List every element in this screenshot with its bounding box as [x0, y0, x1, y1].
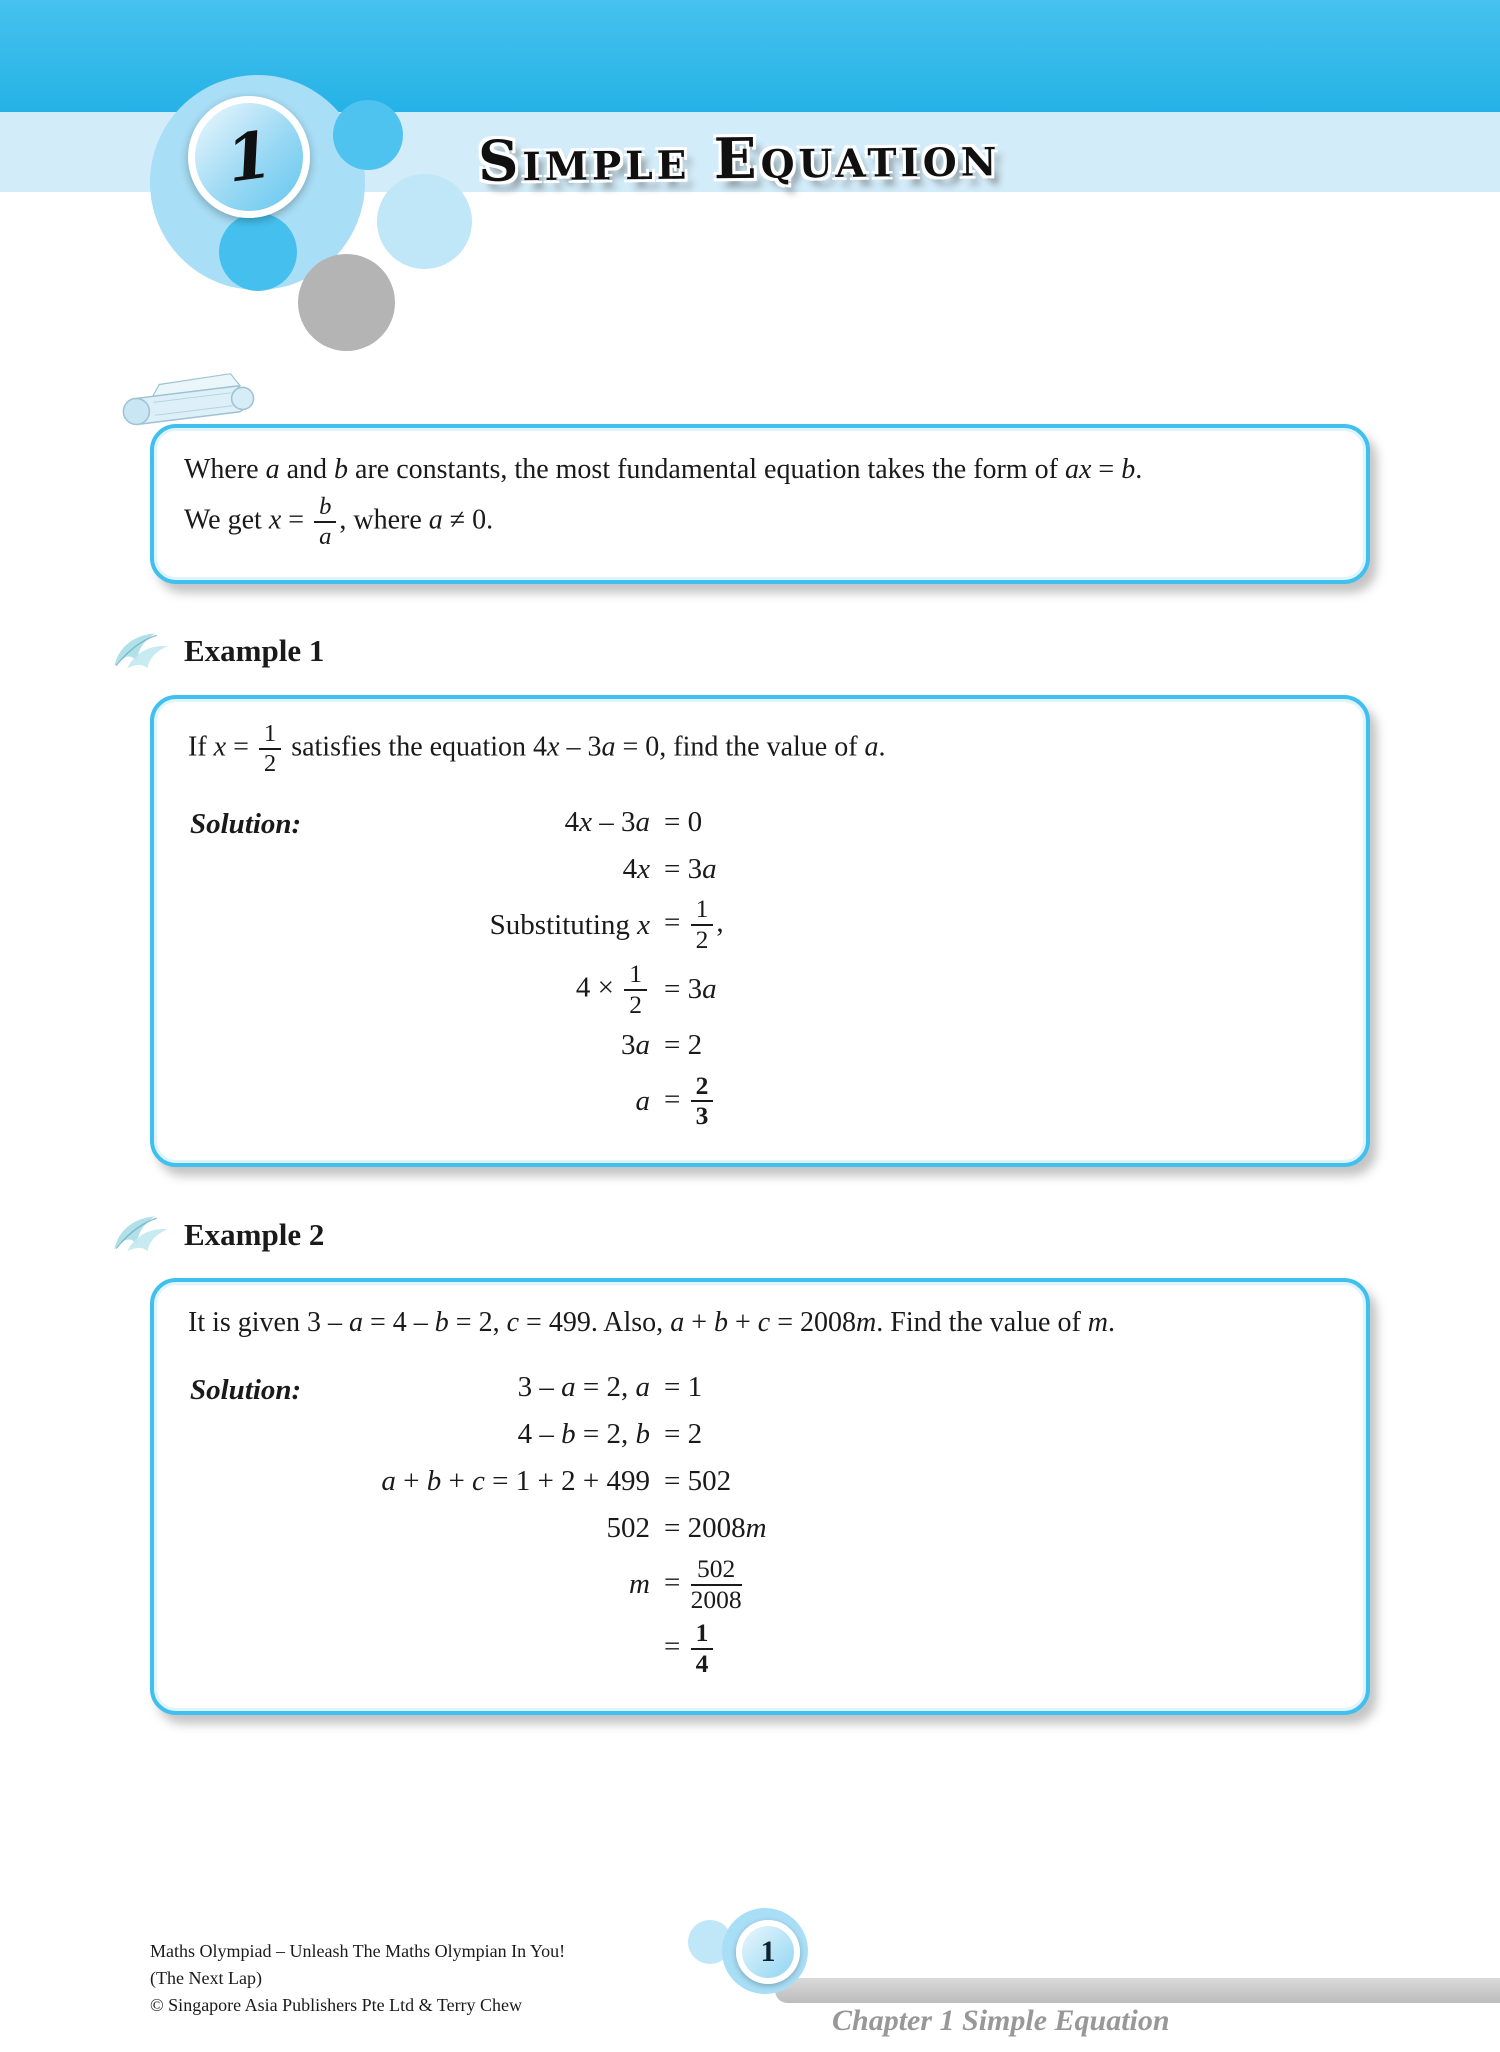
- example2-solution: [188, 1368, 1332, 1678]
- equation-rhs: = $\frac{1}{4}$: [650, 1620, 716, 1678]
- equation-lhs: 3 – a = 2, a: [517, 1371, 650, 1404]
- example2-heading-label: Example 2: [184, 1216, 325, 1252]
- equation-lhs: a + b + c = 1 + 2 + 499: [381, 1465, 650, 1498]
- equation-row: [188, 849, 1332, 889]
- scroll-icon: [114, 370, 264, 445]
- equation-rhs: = $\frac{502}{2008}$: [664, 1553, 742, 1614]
- example1-box: [150, 695, 1370, 1167]
- example2-problem: It is given 3 – a = 4 – b = 2, c = 499. Also, a + b + c = 2008m. Find the value of m.: [188, 1307, 1116, 1339]
- equation-rhs: = 2: [664, 1418, 703, 1451]
- example1-solution: [188, 802, 1332, 1130]
- example1-problem: If x = $\frac{1}{2}$ satisfies the equation 4x – 3a = 0, find the value of a.: [188, 719, 886, 777]
- equation-rhs: = 3a: [664, 852, 717, 885]
- example1-heading-label: Example 1: [184, 633, 325, 669]
- footer-chapter-label: Chapter 1 Simple Equation: [832, 2004, 1170, 2037]
- equation-row: [188, 961, 1332, 1019]
- equation-lhs: m: [629, 1568, 650, 1601]
- equation-rhs: = 502: [664, 1465, 732, 1498]
- equation-row: [188, 1368, 1332, 1408]
- equation-rhs: = 2008m: [664, 1512, 767, 1545]
- content-column: [150, 424, 1370, 1715]
- equation-row: [188, 1415, 1332, 1455]
- decorative-circle: [298, 254, 395, 351]
- decorative-circle: [333, 100, 403, 170]
- footer-imprint: [150, 1938, 565, 2019]
- equation-row: [188, 1026, 1332, 1066]
- equation-row: [188, 802, 1332, 842]
- equation-lhs: 4x – 3a: [564, 805, 650, 838]
- equation-row: [188, 1620, 1332, 1678]
- page-title: Simple Equation: [477, 123, 1001, 195]
- chapter-number-badge: [188, 96, 310, 218]
- page-number-badge: [736, 1920, 800, 1984]
- equation-row: [188, 1462, 1332, 1502]
- equation-rhs: = 2: [664, 1029, 703, 1062]
- intro-line: Where a and b are constants, the most fundamental equation takes the form of ax = b.: [184, 454, 1143, 485]
- equation-row: [188, 1070, 1332, 1131]
- equation-lhs: 3a: [621, 1029, 650, 1062]
- equation-row: [188, 1509, 1332, 1549]
- leaf-icon: [108, 1209, 174, 1260]
- equation-rhs: = 3a: [664, 973, 717, 1006]
- equation-rhs: = 1: [664, 1371, 703, 1404]
- intro-line: We get x = $\frac{b}{a}$ , where a ≠ 0.: [184, 493, 494, 550]
- leaf-icon: [108, 626, 174, 677]
- page-number: 1: [760, 1935, 776, 1968]
- chapter-number: 1: [221, 116, 277, 198]
- equation-lhs: a: [635, 1084, 650, 1117]
- example1-heading: [108, 626, 1370, 677]
- solution-label: Solution:: [190, 1373, 302, 1406]
- equation-lhs: 4 – b = 2, b: [517, 1418, 650, 1451]
- decorative-circle: [219, 213, 297, 291]
- imprint-line: Maths Olympiad – Unleash The Maths Olympian In You!: [150, 1941, 566, 1961]
- equation-row: [188, 1553, 1332, 1614]
- equation-rhs: = 0: [664, 805, 703, 838]
- footer-bar: [775, 1978, 1500, 2003]
- example2-box: [150, 1278, 1370, 1715]
- example2-heading: [108, 1209, 1370, 1260]
- equation-lhs: 502: [606, 1512, 650, 1545]
- imprint-line: (The Next Lap): [150, 1968, 262, 1988]
- intro-box: [150, 424, 1370, 584]
- equation-row: [188, 896, 1332, 954]
- imprint-line: © Singapore Asia Publishers Pte Ltd & Terry Chew: [150, 1995, 523, 2015]
- equation-lhs: 4 × $\frac{1}{2}$: [188, 961, 650, 1019]
- equation-rhs: = $\frac{2}{3}$: [650, 1073, 716, 1131]
- equation-rhs: = $\frac{1}{2}$ ,: [664, 894, 724, 955]
- solution-label: Solution:: [190, 808, 302, 841]
- equation-lhs: Substituting x: [489, 908, 650, 941]
- equation-lhs: 4x: [622, 852, 650, 885]
- decorative-circle: [377, 174, 472, 269]
